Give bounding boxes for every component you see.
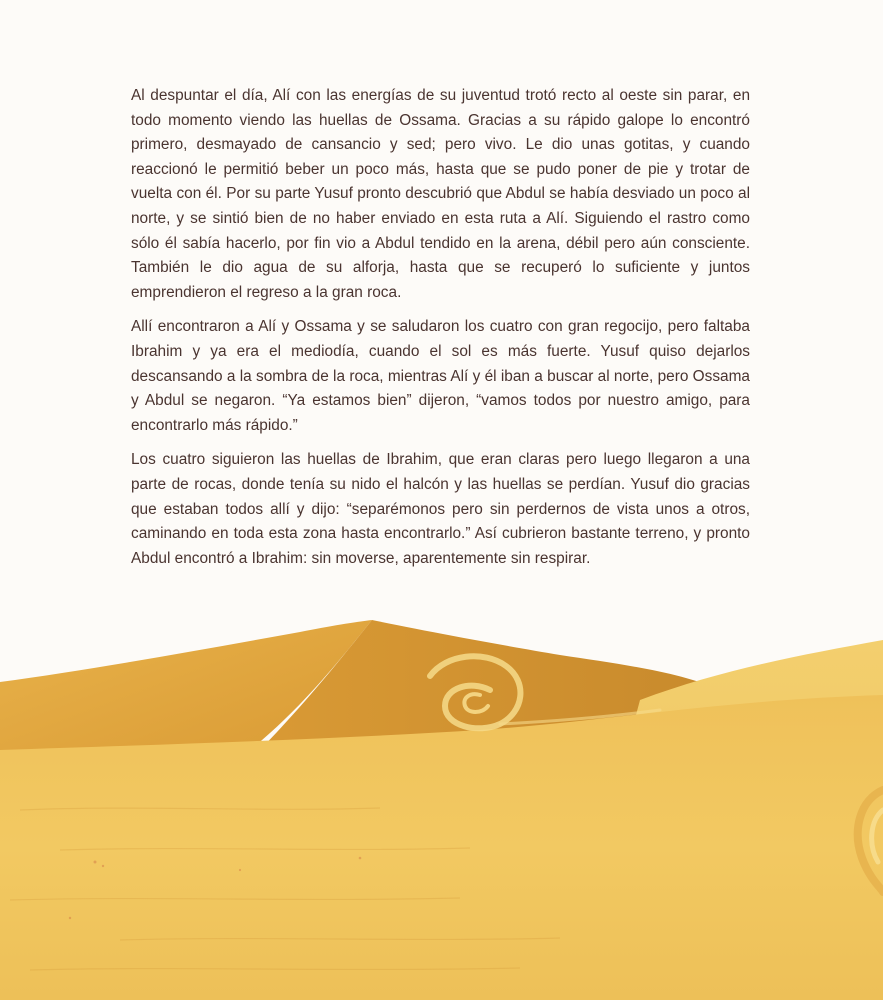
paragraph-2: Allí encontraron a Alí y Ossama y se saludaron los cuatro con gran regocijo, pero faltaba Ibrahim y ya era el mediodía, cuando el sol es más fuerte. Yusuf quiso dejarlos descansando a la sombra de la roca, mientras Alí y él iban a buscar al norte, pero Ossama y Abdul se negaron. “Ya estamos bien” dijeron, “vamos todos por nuestro amigo, para encontrarlo más rápido.” [131, 318, 750, 434]
paragraph-1: Al despuntar el día, Alí con las energías de su juventud trotó recto al oeste sin parar, en todo momento viendo las huellas de Ossama. Gracias a su rápido galope lo encontró primero, desmayado de cansancio y sed; pero vivo. Le dio unas gotitas, y cuando reaccionó le permitió beber un poco más, hasta que se pudo poner de pie y trotar de vuelta con él. Por su parte Yusuf pronto descubrió que Abdul se había desviado un poco al norte, y se sintió bien de no haber enviado en esta ruta a Alí. Siguiendo el rastro como sólo él sabía hacerlo, por fin vio a Abdul tendido en la arena, débil pero aún consciente. También le dio agua de su alforja, hasta que se recuperó lo suficiente y juntos emprendieron el regreso a la gran roca. [131, 87, 750, 301]
desert-illustration [0, 600, 883, 1000]
paragraph-3: Los cuatro siguieron las huellas de Ibrahim, que eran claras pero luego llegaron a una parte de rocas, donde tenía su nido el halcón y las huellas se perdían. Yusuf dio gracias que estaban todos allí y dijo: “separémonos pero sin perdernos de vista unos a otros, caminando en toda esta zona hasta encontrarlo.” Así cubrieron bastante terreno, y pronto Abdul encontró a Ibrahim: sin moverse, aparentemente sin respirar. [131, 451, 750, 567]
story-text [131, 84, 750, 581]
